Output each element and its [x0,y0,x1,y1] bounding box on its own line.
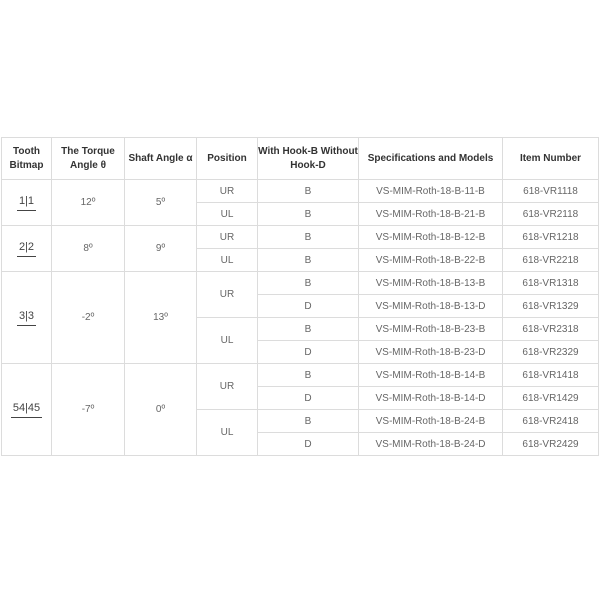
item-number-cell: 618-VR2329 [503,341,599,364]
item-number-cell: 618-VR1429 [503,387,599,410]
item-number-cell: 618-VR1329 [503,295,599,318]
position-cell: UR [197,226,258,249]
table-row [2,226,599,249]
item-number-cell: 618-VR1118 [503,180,599,203]
position-cell: UL [197,249,258,272]
model-cell: VS-MIM-Roth-18-B-22-B [359,249,503,272]
position-cell: UL [197,410,258,456]
tooth-bitmap-cell [2,364,52,456]
hook-cell: D [258,433,359,456]
tooth-bitmap-label: 54|45 [11,402,42,418]
tooth-bitmap-cell [2,226,52,272]
model-cell: VS-MIM-Roth-18-B-21-B [359,203,503,226]
tooth-bitmap-label: 3|3 [17,310,36,326]
item-number-cell: 618-VR2218 [503,249,599,272]
model-cell: VS-MIM-Roth-18-B-13-D [359,295,503,318]
hook-cell: D [258,341,359,364]
tooth-bitmap-label: 1|1 [17,195,36,211]
item-number-cell: 618-VR2318 [503,318,599,341]
header-hook: With Hook-B Without Hook-D [258,138,359,180]
header-position: Position [197,138,258,180]
torque-angle-cell: -7º [52,364,125,456]
hook-cell: B [258,318,359,341]
model-cell: VS-MIM-Roth-18-B-14-D [359,387,503,410]
item-number-cell: 618-VR2429 [503,433,599,456]
hook-cell: B [258,410,359,433]
model-cell: VS-MIM-Roth-18-B-23-D [359,341,503,364]
torque-angle-cell: 12º [52,180,125,226]
table-row [2,272,599,295]
table-row [2,180,599,203]
model-cell: VS-MIM-Roth-18-B-11-B [359,180,503,203]
model-cell: VS-MIM-Roth-18-B-14-B [359,364,503,387]
item-number-cell: 618-VR1418 [503,364,599,387]
position-cell: UL [197,318,258,364]
hook-cell: B [258,180,359,203]
model-cell: VS-MIM-Roth-18-B-12-B [359,226,503,249]
item-number-cell: 618-VR2418 [503,410,599,433]
position-cell: UR [197,180,258,203]
table-body [2,180,599,456]
hook-cell: D [258,295,359,318]
tooth-bitmap-cell [2,272,52,364]
item-number-cell: 618-VR2118 [503,203,599,226]
shaft-angle-cell: 13º [125,272,197,364]
tooth-bitmap-label: 2|2 [17,241,36,257]
header-item-number: Item Number [503,138,599,180]
header-torque-angle: The Torque Angle θ [52,138,125,180]
header-shaft-angle: Shaft Angle α [125,138,197,180]
hook-cell: B [258,203,359,226]
torque-angle-cell: 8º [52,226,125,272]
hook-cell: D [258,387,359,410]
header-row [2,138,599,180]
hook-cell: B [258,272,359,295]
torque-angle-cell: -2º [52,272,125,364]
specifications-table [1,137,599,456]
tooth-bitmap-cell [2,180,52,226]
shaft-angle-cell: 9º [125,226,197,272]
shaft-angle-cell: 0º [125,364,197,456]
hook-cell: B [258,249,359,272]
shaft-angle-cell: 5º [125,180,197,226]
hook-cell: B [258,364,359,387]
model-cell: VS-MIM-Roth-18-B-13-B [359,272,503,295]
model-cell: VS-MIM-Roth-18-B-24-D [359,433,503,456]
table-header [2,138,599,180]
position-cell: UR [197,364,258,410]
model-cell: VS-MIM-Roth-18-B-24-B [359,410,503,433]
item-number-cell: 618-VR1218 [503,226,599,249]
header-tooth-bitmap: Tooth Bitmap [2,138,52,180]
position-cell: UR [197,272,258,318]
model-cell: VS-MIM-Roth-18-B-23-B [359,318,503,341]
hook-cell: B [258,226,359,249]
table-row [2,364,599,387]
position-cell: UL [197,203,258,226]
item-number-cell: 618-VR1318 [503,272,599,295]
header-specs-models: Specifications and Models [359,138,503,180]
